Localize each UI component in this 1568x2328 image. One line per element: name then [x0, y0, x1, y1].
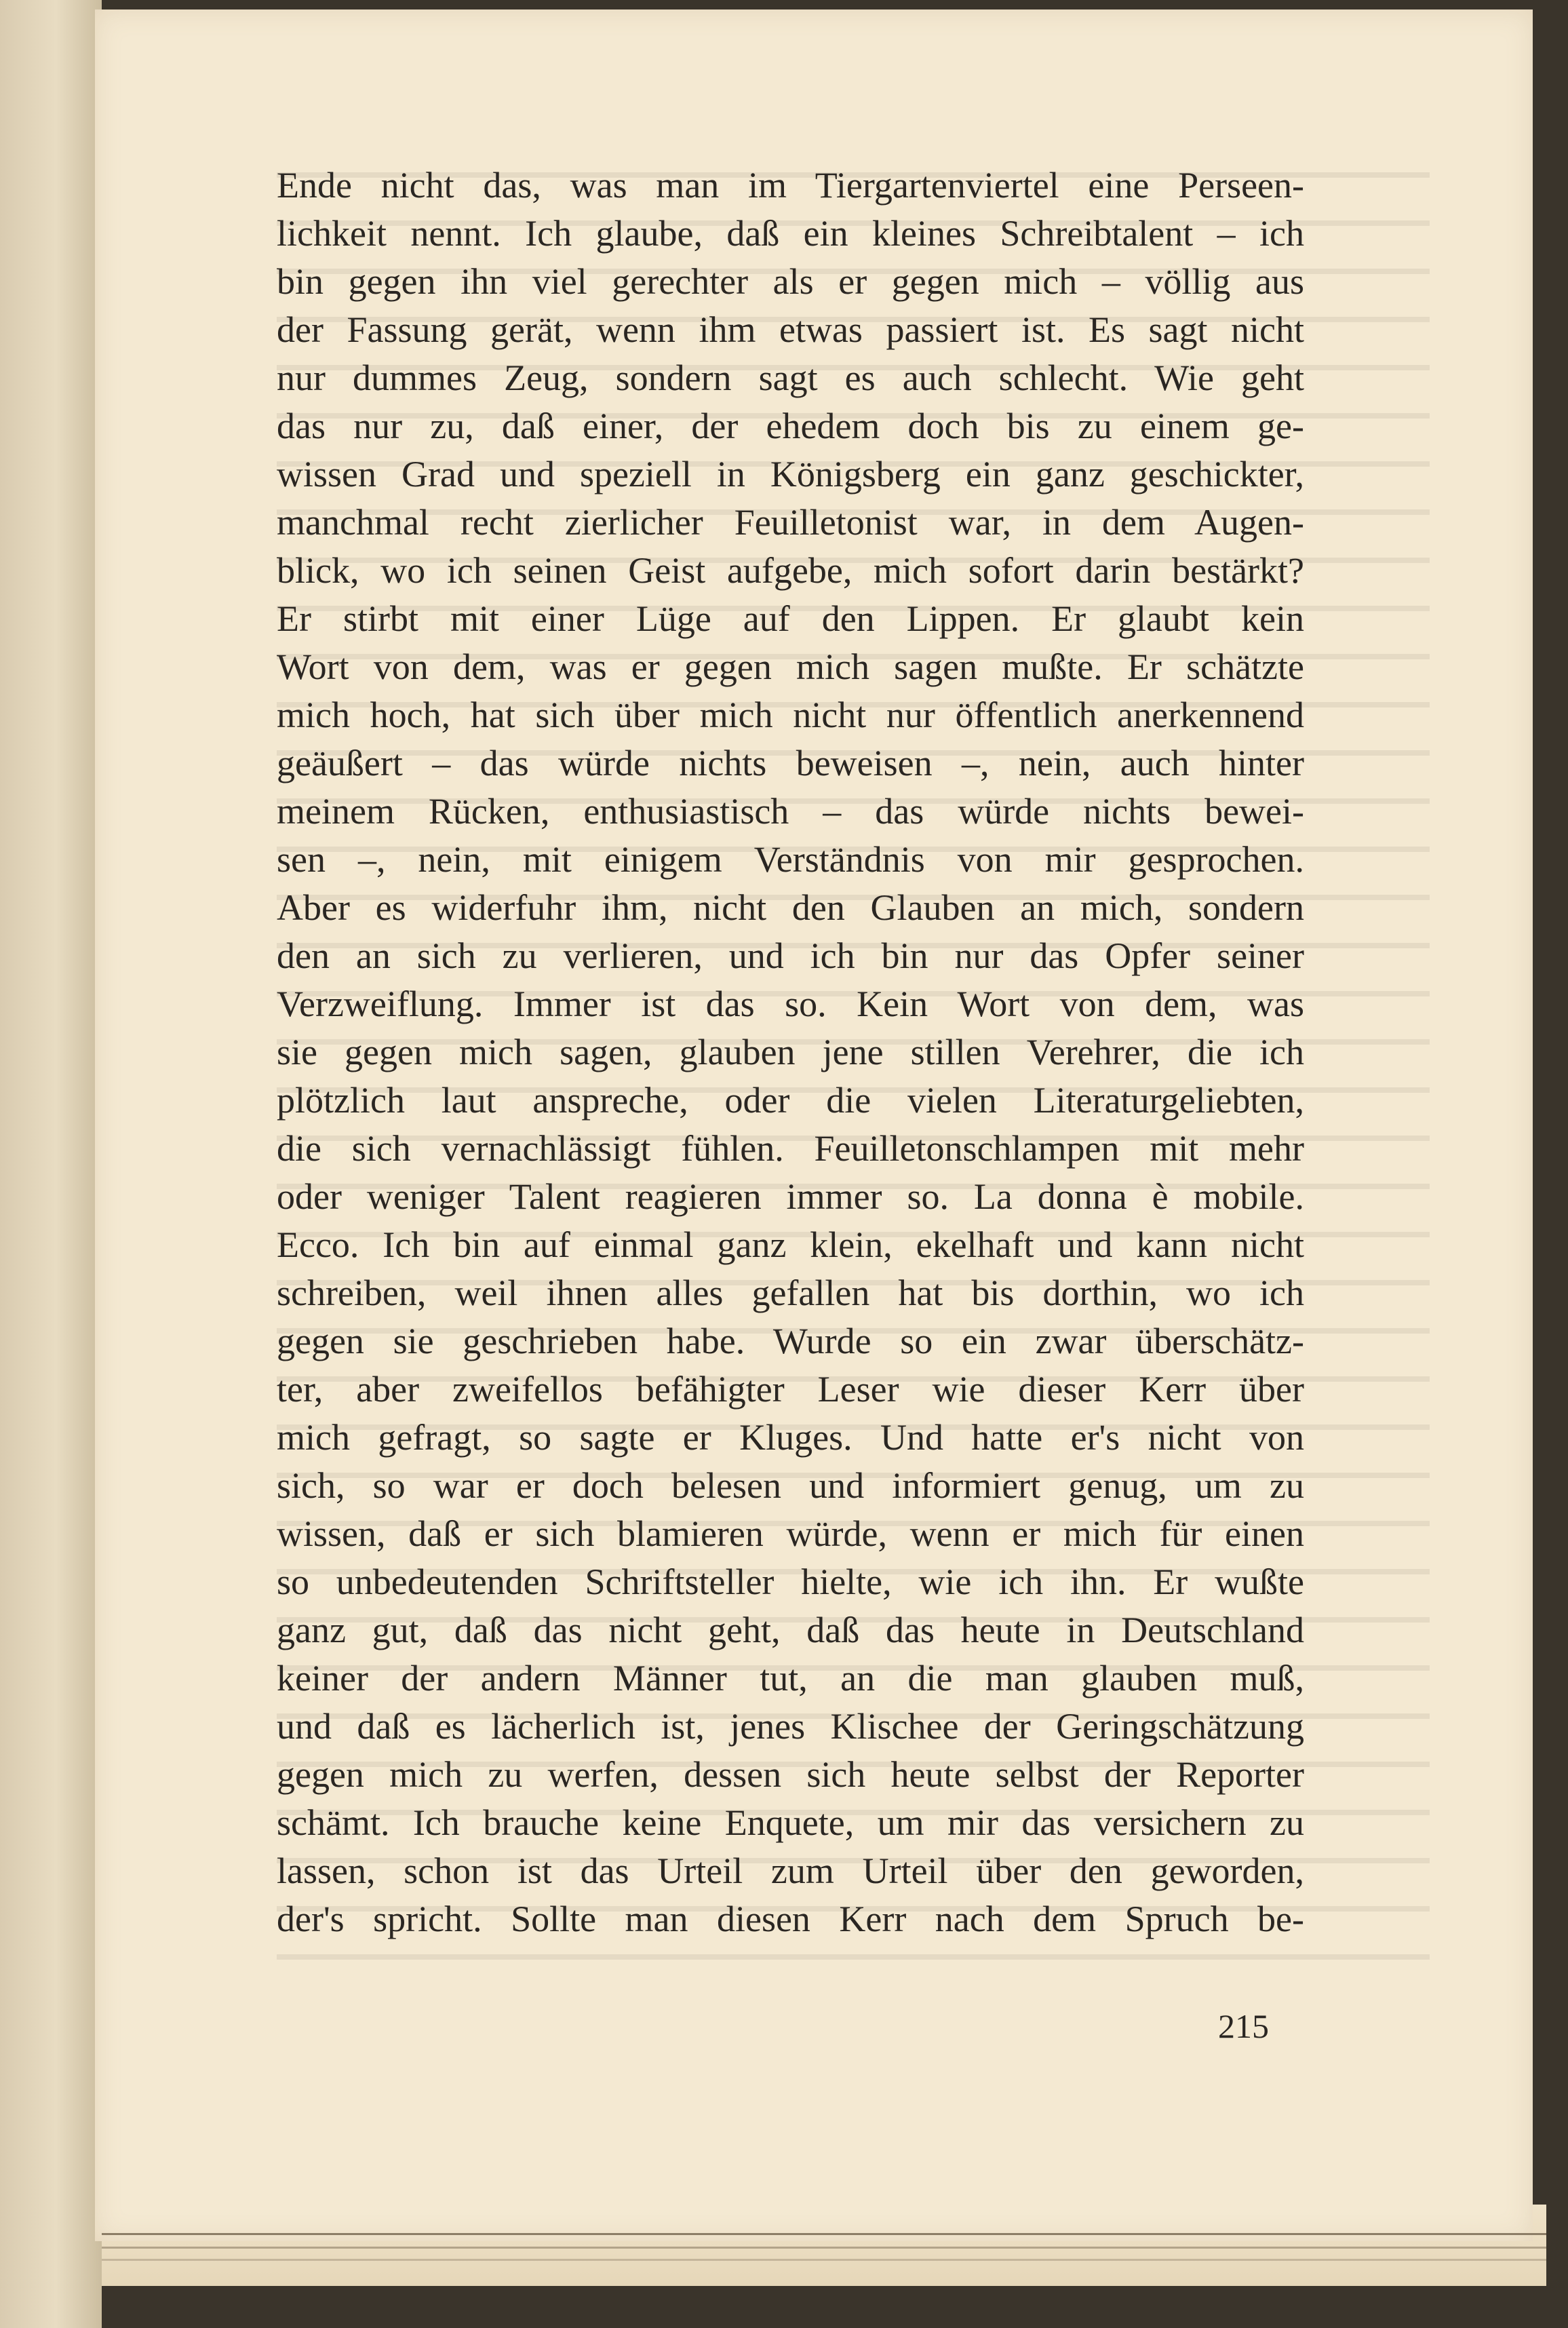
text-line: der's spricht. Sollte man diesen Kerr nach dem Spruch be- [277, 1899, 1304, 1939]
text-line: schreiben, weil ihnen alles gefallen hat bis dorthin, wo ich [277, 1273, 1304, 1313]
text-line: ter, aber zweifellos befähigter Leser wie dieser Kerr über [277, 1369, 1304, 1410]
text-line: Ecco. Ich bin auf einmal ganz klein, ekelhaft und kann nicht [277, 1224, 1304, 1265]
text-line: nur dummes Zeug, sondern sagt es auch schlecht. Wie geht [277, 357, 1304, 398]
text-line: sen –, nein, mit einigem Verständnis von mir gesprochen. [277, 839, 1304, 880]
text-line: manchmal recht zierlicher Feuilletonist war, in dem Augen- [277, 502, 1304, 543]
text-line: mich gefragt, so sagte er Kluges. Und hatte er's nicht von [277, 1417, 1304, 1458]
text-line: und daß es lächerlich ist, jenes Klischee der Geringschätzung [277, 1706, 1304, 1747]
page-number: 215 [1218, 2007, 1269, 2045]
text-line: gegen sie geschrieben habe. Wurde so ein zwar überschätz- [277, 1321, 1304, 1361]
text-line: sie gegen mich sagen, glauben jene stillen Verehrer, die ich [277, 1032, 1304, 1072]
text-line: Verzweiflung. Immer ist das so. Kein Wort von dem, was [277, 984, 1304, 1024]
text-line: das nur zu, daß einer, der ehedem doch bis zu einem ge- [277, 406, 1304, 446]
text-line: der Fassung gerät, wenn ihm etwas passiert ist. Es sagt nicht [277, 309, 1304, 350]
text-line: Aber es widerfuhr ihm, nicht den Glauben an mich, sondern [277, 887, 1304, 928]
text-line: bin gegen ihn viel gerechter als er gegen mich – völlig aus [277, 261, 1304, 302]
page-edge-line [102, 2233, 1546, 2235]
text-line: den an sich zu verlieren, und ich bin nur das Opfer seiner [277, 935, 1304, 976]
text-line: schämt. Ich brauche keine Enquete, um mir das versichern zu [277, 1802, 1304, 1843]
left-page-edge [0, 0, 102, 2328]
text-line: wissen, daß er sich blamieren würde, wenn er mich für einen [277, 1513, 1304, 1554]
text-line: plötzlich laut anspreche, oder die vielen Literaturgeliebten, [277, 1080, 1304, 1121]
text-line: geäußert – das würde nichts beweisen –, nein, auch hinter [277, 743, 1304, 783]
body-text [277, 161, 1304, 1943]
text-line: Er stirbt mit einer Lüge auf den Lippen. Er glaubt kein [277, 598, 1304, 639]
text-line: lassen, schon ist das Urteil zum Urteil über den geworden, [277, 1850, 1304, 1891]
text-line: Wort von dem, was er gegen mich sagen mußte. Er schätzte [277, 646, 1304, 687]
text-line: blick, wo ich seinen Geist aufgebe, mich sofort darin bestärkt? [277, 550, 1304, 591]
text-line: sich, so war er doch belesen und informiert genug, um zu [277, 1465, 1304, 1506]
text-line: die sich vernachlässigt fühlen. Feuilletonschlampen mit mehr [277, 1128, 1304, 1169]
text-line: lichkeit nennt. Ich glaube, daß ein kleines Schreibtalent – ich [277, 213, 1304, 254]
page-edge-line [102, 2259, 1546, 2261]
text-line: ganz gut, daß das nicht geht, daß das heute in Deutschland [277, 1610, 1304, 1650]
text-line: meinem Rücken, enthusiastisch – das würde nichts bewei- [277, 791, 1304, 832]
page-edge-line [102, 2247, 1546, 2249]
text-line: so unbedeutenden Schriftsteller hielte, wie ich ihn. Er wußte [277, 1561, 1304, 1602]
text-line: Ende nicht das, was man im Tiergartenviertel eine Perseen- [277, 165, 1304, 206]
text-line: oder weniger Talent reagieren immer so. La donna è mobile. [277, 1176, 1304, 1217]
text-line: keiner der andern Männer tut, an die man glauben muß, [277, 1658, 1304, 1699]
text-line: gegen mich zu werfen, dessen sich heute selbst der Reporter [277, 1754, 1304, 1795]
text-line: wissen Grad und speziell in Königsberg ein ganz geschickter, [277, 454, 1304, 494]
text-line: mich hoch, hat sich über mich nicht nur öffentlich anerkennend [277, 695, 1304, 735]
